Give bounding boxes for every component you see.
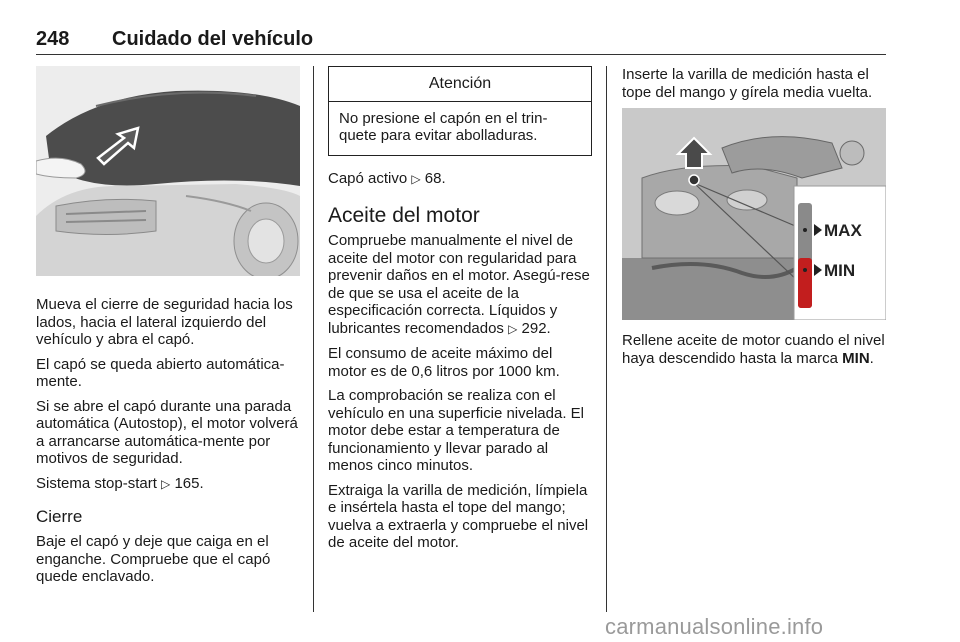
paragraph-cross-reference [328, 170, 592, 189]
column-left [36, 66, 300, 593]
paragraph [622, 332, 886, 367]
page-reference: 68. [424, 169, 446, 187]
warning-box [328, 66, 592, 156]
paragraph-text: Rellene aceite de motor cuando el nivel haya descendido hasta la marca [622, 332, 885, 367]
engine-dipstick-illustration [622, 108, 886, 320]
page-reference: 292. [521, 319, 551, 337]
hood-release-illustration [36, 66, 300, 276]
reference-arrow-icon: ▷ [508, 321, 518, 336]
warning-body: No presione el capón en el trin-quete para evitar abolladuras. [339, 109, 548, 144]
dipstick-min-label: MIN [824, 261, 856, 280]
column-middle [328, 66, 592, 559]
paragraph: Mueva el cierre de seguridad hacia los lados, hacia el lateral izquierdo del vehículo y abra el capó. [36, 296, 293, 348]
column-divider-1 [313, 66, 314, 612]
column-right [622, 66, 886, 374]
heading-engine-oil: Aceite del motor [328, 204, 480, 227]
page-header [36, 28, 886, 52]
paragraph: Inserte la varilla de medición hasta el tope del mango y gírela media vuelta. [622, 66, 873, 101]
reference-arrow-icon: ▷ [411, 171, 421, 186]
paragraph-text: Compruebe manualmente el nivel de aceite del motor con regularidad para prevenir daños en el motor. Asegú-rese de que se usa el aceite de la especificación correcta. Líquidos y lubricantes recomendados [328, 232, 590, 337]
min-mark: MIN [842, 349, 870, 367]
period: . [869, 349, 874, 367]
paragraph-text: Sistema stop-start [36, 474, 157, 492]
paragraph-cross-reference [328, 232, 592, 338]
paragraph: El consumo de aceite máximo del motor es de 0,6 litros por 1000 km. [328, 345, 560, 380]
warning-title: Atención [329, 67, 591, 102]
paragraph-cross-reference [36, 475, 300, 494]
page-reference: 165. [174, 474, 204, 492]
header-rule [36, 54, 886, 55]
section-title: Cuidado del vehículo [112, 28, 314, 50]
paragraph: Extraiga la varilla de medición, límpiela e insértela hasta el tope del mango; vuelva a extraerla y compruebe el nivel de aceite del motor. [328, 481, 589, 551]
watermark: carmanualsonline.info [605, 614, 824, 639]
subheading-cierre: Cierre [36, 507, 83, 526]
column-divider-2 [606, 66, 607, 612]
reference-arrow-icon: ▷ [161, 476, 171, 491]
paragraph-text: Capó activo [328, 169, 408, 187]
paragraph: Si se abre el capó durante una parada automática (Autostop), el motor volverá a arrancarse automática-mente por motivos de seguridad. [36, 397, 298, 467]
paragraph: El capó se queda abierto automática-mente. [36, 355, 285, 390]
page-number: 248 [36, 28, 70, 50]
paragraph: Baje el capó y deje que caiga en el enganche. Compruebe que el capó quede enclavado. [36, 533, 271, 585]
paragraph: La comprobación se realiza con el vehículo en una superficie nivelada. El motor debe estar a temperatura de funcionamiento y llevar parado al menos cinco minutos. [328, 387, 584, 474]
dipstick-max-label: MAX [824, 221, 862, 240]
